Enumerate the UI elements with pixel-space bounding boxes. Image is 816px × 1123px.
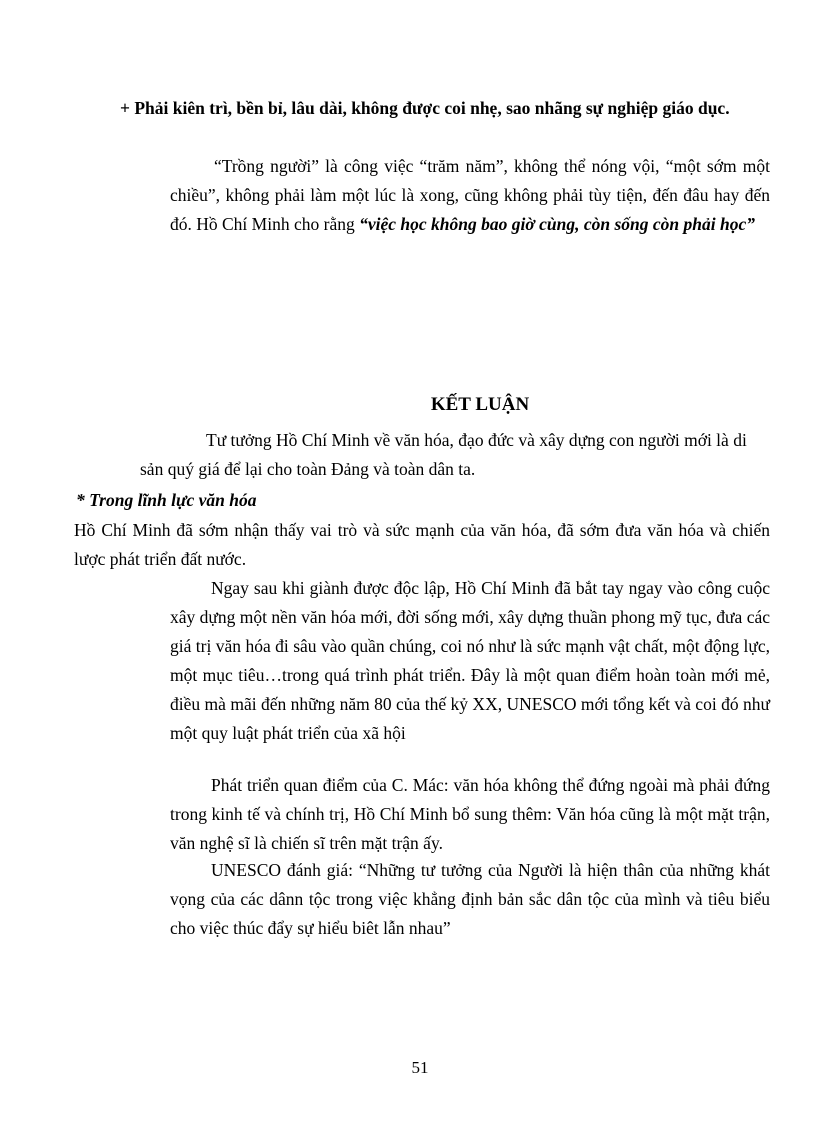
paragraph-quote: “việc học không bao giờ cùng, còn sống còn phải học” [359, 214, 755, 234]
summary-text: Tư tưởng Hồ Chí Minh về văn hóa, đạo đức và xây dựng con người mới là di sản quý giá để lại cho toàn Đảng và toàn dân ta. [140, 430, 747, 479]
paragraph-marx [170, 771, 770, 858]
paragraph-independence [170, 574, 770, 748]
conclusion-summary [140, 426, 770, 484]
section-title: * Trong lĩnh lực văn hóa [76, 490, 257, 510]
paragraph-text: Ngay sau khi giành được độc lập, Hồ Chí Minh đã bắt tay ngay vào công cuộc xây dựng một nền văn hóa mới, đời sống mới, xây dựng thuần phong mỹ tục, đưa các giá trị văn hóa đi sâu vào quần chúng, coi nó như là sức mạnh vật chất, một động lực, một mục tiêu…trong quá trình phát triển. Đây là một quan điểm hoàn toàn mới mẻ, điều mà mãi đến những năm 80 của thế kỷ XX, UNESCO mới tổng kết và coi đó như một quy luật phát triển của xã hội [170, 578, 770, 743]
page-number: 51 [411, 1058, 429, 1077]
paragraph-text: Phát triển quan điểm của C. Mác: văn hóa không thể đứng ngoài mà phải đứng trong kinh tế và chính trị, Hồ Chí Minh bổ sung thêm: Văn hóa cũng là một mặt trận, văn nghệ sĩ là chiến sĩ trên mặt trận ấy. [170, 775, 770, 853]
paragraph-unesco [170, 856, 770, 943]
section-intro: Hồ Chí Minh đã sớm nhận thấy vai trò và sức mạnh của văn hóa, đã sớm đưa văn hóa và chiến lược phát triển đất nước. [74, 520, 770, 569]
conclusion-heading: KẾT LUẬN [430, 394, 530, 415]
paragraph-text: UNESCO đánh giá: “Những tư tưởng của Người là hiện thân của những khát vọng của các dânn tộc trong việc khẳng định bản sắc dân tộc của mình và tiêu biểu cho việc thúc đẩy sự hiểu biêt lẫn nhau” [170, 860, 770, 938]
paragraph-trong-nguoi [170, 152, 770, 239]
paragraph-text: “Trồng người” là công việc “trăm năm”, không thể nóng vội, “một sớm một chiều”, không phải làm một lúc là xong, cũng không phải tùy tiện, đến đâu hay đến đó. Hồ Chí Minh cho rằng [170, 156, 770, 234]
bullet-heading: + Phải kiên trì, bền bỉ, lâu dài, không được coi nhẹ, sao nhãng sự nghiệp giáo dục. [120, 98, 730, 118]
